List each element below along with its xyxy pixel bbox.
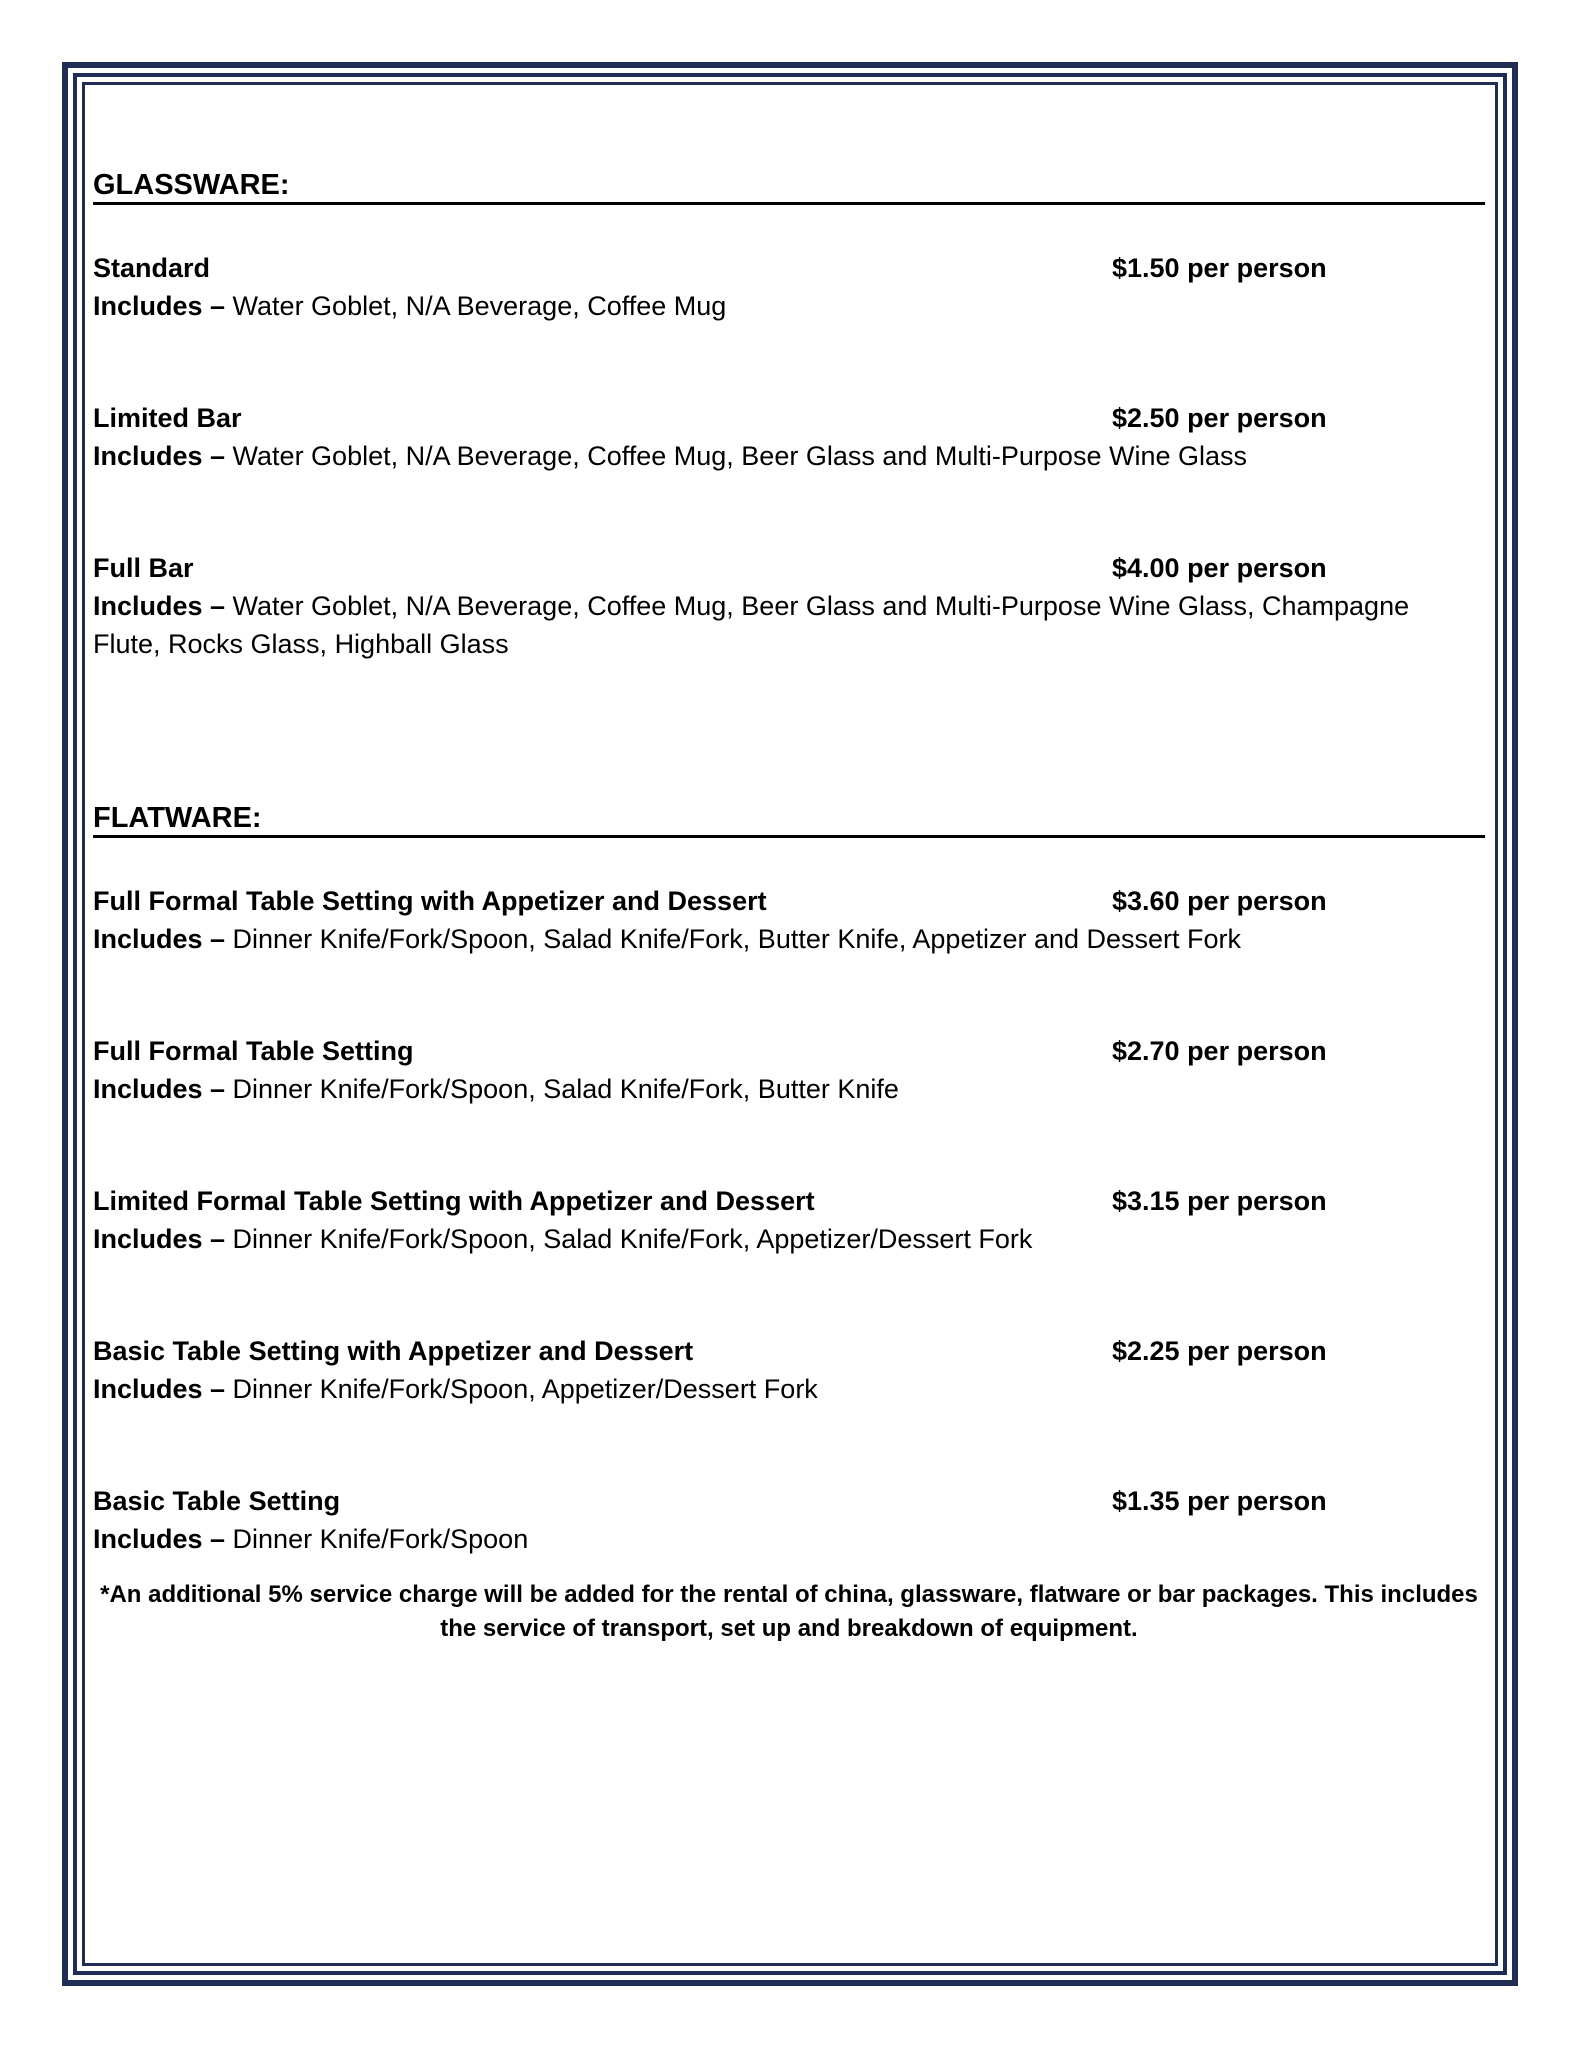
- price-list: [93, 168, 1485, 1646]
- item-name: Full Formal Table Setting with Appetizer and Dessert: [93, 886, 767, 916]
- flatware-item-basic-appetizer-dessert: [93, 1332, 1485, 1408]
- flatware-item-full-formal: [93, 1032, 1485, 1108]
- item-price: $1.50 per person: [1112, 253, 1327, 283]
- item-price: $1.35 per person: [1112, 1486, 1327, 1516]
- item-includes: Includes – Dinner Knife/Fork/Spoon, Appetizer/Dessert Fork: [93, 1374, 818, 1404]
- item-name: Basic Table Setting: [93, 1486, 341, 1516]
- glassware-item-standard: [93, 249, 1485, 325]
- item-price: $2.50 per person: [1112, 403, 1327, 433]
- item-name: Limited Bar: [93, 403, 242, 433]
- item-name: Full Formal Table Setting: [93, 1036, 414, 1066]
- item-includes: Includes – Water Goblet, N/A Beverage, Coffee Mug, Beer Glass and Multi-Purpose Wine Glass, Champagne Flute, Rocks Glass, Highball Glass: [93, 591, 1410, 659]
- item-includes: Includes – Dinner Knife/Fork/Spoon, Salad Knife/Fork, Butter Knife: [93, 1074, 899, 1104]
- item-name: Limited Formal Table Setting with Appetizer and Dessert: [93, 1186, 815, 1216]
- service-charge-footnote: *An additional 5% service charge will be added for the rental of china, glassware, flatware or bar packages. This includes the service of transport, set up and breakdown of equipment.: [100, 1581, 1478, 1642]
- item-price: $3.60 per person: [1112, 886, 1327, 916]
- glassware-item-limited-bar: [93, 399, 1485, 475]
- flatware-item-full-formal-appetizer-dessert: [93, 882, 1485, 958]
- flatware-item-limited-formal-appetizer-dessert: [93, 1182, 1485, 1258]
- item-price: $2.25 per person: [1112, 1336, 1327, 1366]
- item-price: $3.15 per person: [1112, 1186, 1327, 1216]
- glassware-heading: GLASSWARE:: [93, 168, 1485, 205]
- item-includes: Includes – Dinner Knife/Fork/Spoon, Salad Knife/Fork, Appetizer/Dessert Fork: [93, 1224, 1033, 1254]
- flatware-item-basic: [93, 1482, 1485, 1558]
- item-includes: Includes – Dinner Knife/Fork/Spoon, Salad Knife/Fork, Butter Knife, Appetizer and Dessert Fork: [93, 924, 1242, 954]
- item-price: $4.00 per person: [1112, 553, 1327, 583]
- item-includes: Includes – Water Goblet, N/A Beverage, Coffee Mug, Beer Glass and Multi-Purpose Wine Glass: [93, 441, 1247, 471]
- item-name: Full Bar: [93, 553, 194, 583]
- item-includes: Includes – Dinner Knife/Fork/Spoon: [93, 1524, 529, 1554]
- flatware-heading: FLATWARE:: [93, 801, 1485, 838]
- item-name: Basic Table Setting with Appetizer and Dessert: [93, 1336, 694, 1366]
- glassware-item-full-bar: [93, 549, 1485, 663]
- item-price: $2.70 per person: [1112, 1036, 1327, 1066]
- item-includes: Includes – Water Goblet, N/A Beverage, Coffee Mug: [93, 291, 727, 321]
- item-name: Standard: [93, 253, 211, 283]
